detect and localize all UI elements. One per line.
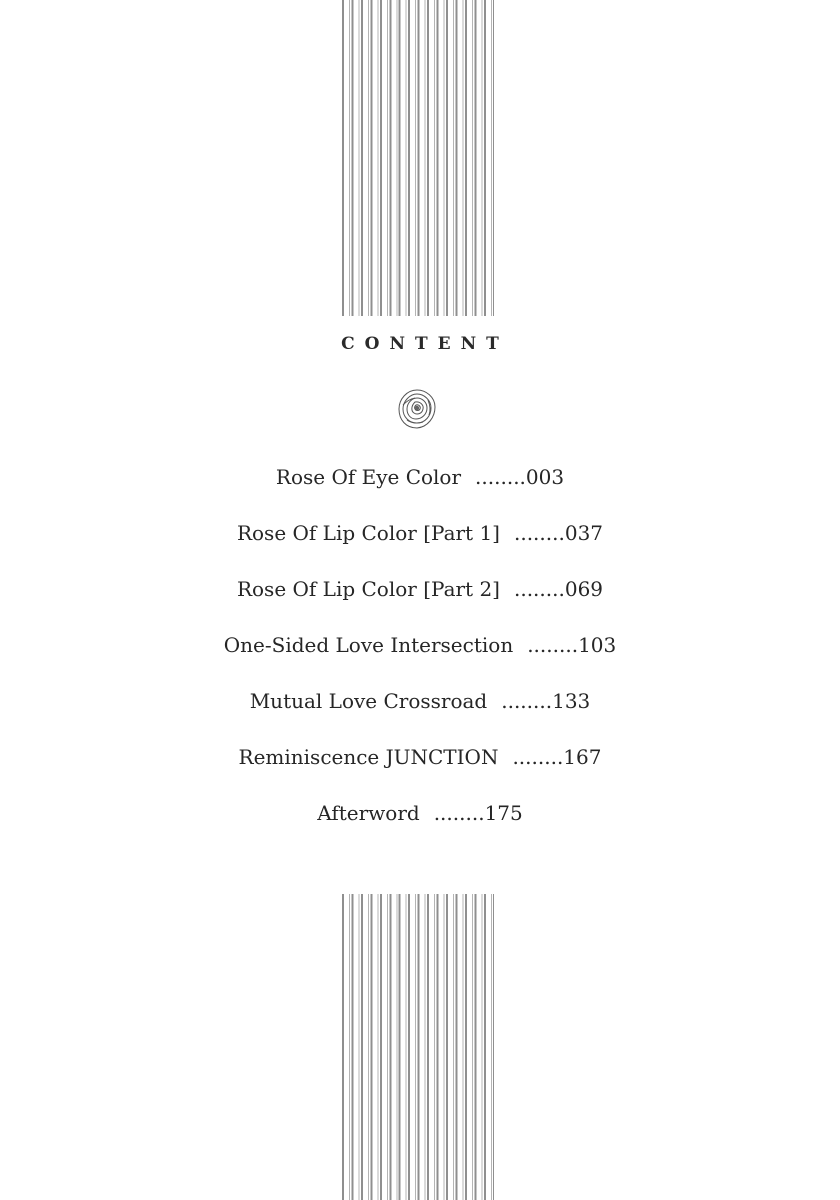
decorative-stripes-top: [342, 0, 494, 316]
toc-entry-title: One-Sided Love Intersection: [223, 633, 514, 657]
toc-entry: [0, 684, 840, 740]
toc-entry: [0, 572, 840, 628]
toc-entry-title: Afterword: [317, 801, 420, 825]
toc-entry-page: ........175: [433, 801, 523, 825]
toc-entry: [0, 628, 840, 684]
toc-entry-title: Rose Of Eye Color: [275, 465, 462, 489]
table-of-contents: [0, 460, 840, 852]
toc-entry: [0, 460, 840, 516]
toc-entry-page: ........037: [513, 521, 604, 545]
toc-entry-title: Mutual Love Crossroad: [249, 689, 488, 713]
toc-entry-title: Rose Of Lip Color [Part 2]: [236, 577, 500, 601]
toc-entry-page: ........133: [501, 689, 591, 713]
toc-entry: [0, 516, 840, 572]
decorative-stripes-bottom: [342, 894, 494, 1200]
toc-entry-page: ........069: [513, 577, 604, 601]
toc-entry-title: Reminiscence JUNCTION: [238, 745, 499, 769]
toc-entry-title: Rose Of Lip Color [Part 1]: [236, 521, 500, 545]
toc-entry-page: ........103: [527, 633, 617, 657]
toc-entry: [0, 796, 840, 852]
toc-entry-page: ........167: [512, 745, 602, 769]
rose-icon: [395, 387, 439, 431]
toc-entry-page: ........003: [475, 465, 565, 489]
page-title: CONTENT: [341, 334, 509, 354]
toc-entry: [0, 740, 840, 796]
